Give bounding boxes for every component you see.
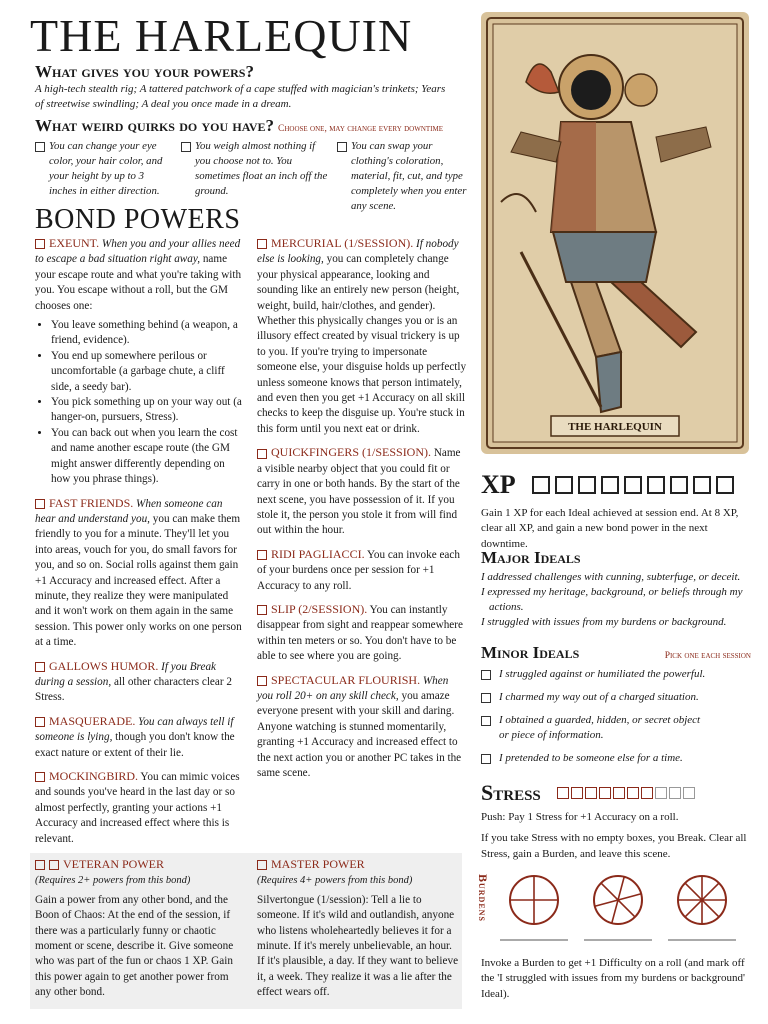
powers-text: A high-tech stealth rig; A tattered patchwork of a cape stuffed with magician's trinkets; Years of streetwise swindling; A deal you once made in a dream. [35, 83, 446, 110]
burden-wheel[interactable] [668, 876, 736, 940]
checkbox[interactable] [181, 142, 191, 152]
checkbox[interactable] [35, 717, 45, 727]
stress-box[interactable] [627, 787, 639, 799]
power-exeunt: EXEUNT. When you and your allies need to escape a bad situation right away, name your escape route and what you're taking with you. You escape without a roll, but the GM chooses one: • You leave something behind (a weapon, a friend, evidence). • You end up somewhere perilous or uncomfortable (a garbage chute, a cliff side, a seedy bar). • You pick something up on your way out (a hanger-on, pursuers, Stress). • You can back out when you learn the cost and name another escape route (the GM might answer differently depending on how you phrase things). [35, 236, 245, 488]
minor-ideal-option[interactable]: I struggled against or humiliated the powerful. [481, 667, 751, 682]
stress-section [481, 780, 751, 862]
power-masquerade: MASQUERADE. You can always tell if someone is lying, though you don't know the exact nature or extent of their lie. [35, 713, 235, 759]
power-ridi-pagliacci: RIDI PAGLIACCI. You can invoke each of your burdens once per session for +1 Accuracy to any roll. [257, 546, 460, 592]
stress-box[interactable] [599, 787, 611, 799]
burden-wheels [498, 868, 754, 944]
checkbox[interactable] [481, 716, 491, 726]
power-mercurial: MERCURIAL (1/SESSION). If nobody else is looking, you can completely change your physical appearance, looking and sounding like an entirely new person (height, weight, build, hair/clothes, and gender). Whether this physically changes you or is an illusory effect created by visual trickery is up to you. If you're trying to impersonate someone else, your disguise holds up perfectly unless someone knows that person intimately, and even then you get +1 Accuracy on all skill checks to keep the disguise up. You're stuck in this form until you next eat or drink. [257, 236, 467, 435]
checkbox[interactable] [257, 550, 267, 560]
checkbox[interactable] [257, 676, 267, 686]
stress-box[interactable] [585, 787, 597, 799]
minor-ideals-heading: Minor Ideals [481, 643, 580, 662]
card-label: THE HARLEQUIN [568, 421, 662, 433]
master-requirement: (Requires 4+ powers from this bond) [257, 875, 413, 887]
master-text: Silvertongue (1/session): Tell a lie to someone. If it's wild and outlandish, anyone who listens wholeheartedly believes it for a minute. If it's merely unbelievable, an hour. If it's plausible, a day. If they want to believe it, a week. They realize it was a lie after the effect wears off. [257, 893, 459, 999]
stress-box[interactable] [557, 787, 569, 799]
quirk-option[interactable]: You can swap your clothing's coloration, material, fit, cut, and type completely when you enter any scene. [337, 139, 473, 214]
stress-box[interactable] [683, 787, 695, 799]
power-slip: SLIP (2/SESSION). You can instantly disappear from sight and reappear somewhere within ten meters or so. You don't have to be able to see where you are going. [257, 601, 463, 663]
minor-ideal-option[interactable]: I charmed my way out of a charged situation. [481, 690, 751, 705]
checkbox[interactable] [257, 239, 267, 249]
page-title: THE HARLEQUIN [30, 10, 413, 61]
bond-column-left [35, 236, 245, 847]
veteran-requirement: (Requires 2+ powers from this bond) [35, 875, 191, 887]
master-power: MASTER POWER (Requires 4+ powers from this bond) Silvertongue (1/session): Tell a lie to someone. If it's wild and outlandish, anyone who listens wholeheartedly believes it for a minute. If it's merely unbelievable, an hour. If it's plausible, a day. If they want to believe it, a week. They realize it was a lie after the effect wears off. [257, 857, 462, 1001]
minor-ideals-section [481, 643, 751, 774]
major-ideals-heading: Major Ideals [481, 548, 581, 567]
minor-ideal-option[interactable]: I obtained a guarded, hidden, or secret object or piece of information. [481, 713, 711, 743]
checkbox[interactable] [35, 142, 45, 152]
xp-box[interactable] [670, 476, 688, 494]
stress-push: Push: Pay 1 Stress for +1 Accuracy on a roll. [481, 811, 679, 823]
checkbox[interactable] [481, 670, 491, 680]
checkbox[interactable] [257, 449, 267, 459]
xp-section [481, 470, 751, 552]
quirks-note: Choose one, may change every downtime [278, 124, 444, 134]
checkbox[interactable] [481, 693, 491, 703]
power-mockingbird: MOCKINGBIRD. You can mimic voices and sounds you've heard in the last day or so almost perfectly, granting your actions +1 Accuracy and increased effect where this is relevant. [35, 769, 240, 845]
checkbox[interactable] [35, 239, 45, 249]
checkbox[interactable] [481, 754, 491, 764]
xp-box[interactable] [555, 476, 573, 494]
powers-section [35, 62, 455, 112]
list-item: • You pick something up on your way out (a hanger-on, pursuers, Stress). [51, 395, 245, 426]
quirk-option[interactable]: You can change your eye color, your hair color, and your height by up to 3 inches in either direction. [35, 139, 173, 214]
list-item: • You end up somewhere perilous or uncomfortable (a garbage chute, a cliff side, a seedy bar). [51, 349, 245, 395]
burden-wheels-svg [498, 868, 754, 944]
major-ideal-item: I expressed my heritage, background, or beliefs through my actions. [481, 586, 743, 613]
stress-box[interactable] [613, 787, 625, 799]
list-item: • You can back out when you learn the cost and name another escape route (the GM might answer differently depending on how you phrase things). [51, 426, 245, 488]
xp-box[interactable] [624, 476, 642, 494]
burdens-text: Invoke a Burden to get +1 Difficulty on a roll (and mark off the 'I struggled with issues from my burdens or background' Ideal). [481, 957, 745, 1000]
checkbox[interactable] [337, 142, 347, 152]
xp-box[interactable] [601, 476, 619, 494]
stress-box[interactable] [655, 787, 667, 799]
power-spectacular-flourish: SPECTACULAR FLOURISH. When you roll 20+ on any skill check, you amaze everyone present with your skill and daring. Anyone watching is stunned momentarily, granting +1 Accuracy and increased effect to the next action you or another PC takes in the same scene. [257, 672, 462, 779]
power-fast-friends: FAST FRIENDS. When someone can hear and understand you, you can make them friendly to you for a minute. They'll let you into areas, vouch for you, do small favors for you, and so on. Social rolls against them gain +1 Accuracy and increased effect. After a minute, they realize they were manipulated and it won't work on them again in the same session. This power only works on one person at a time. [35, 495, 242, 649]
minor-ideals-note: Pick one each session [664, 651, 751, 661]
burden-wheel[interactable] [500, 876, 568, 940]
veteran-power: VETERAN POWER (Requires 2+ powers from this bond) Gain a power from any other bond, and the Boon of Chaos: At the end of the session, if there was a particularly funny or chaotic moment or scene, describe it. Give someone who was part of the fun or chaos 1 XP. Gain this power again to get another power from any other bond. [35, 857, 245, 1001]
power-quickfingers: QUICKFINGERS (1/SESSION). Name a visible nearby object that you could fit or carry in one or both hands. By the start of the next scene, you have possession of it. If you stole it, the person you stole it from will find out within the hour. [257, 445, 461, 537]
xp-box[interactable] [647, 476, 665, 494]
stress-text: If you take Stress with no empty boxes, you Break. Clear all Stress, gain a Burden, and leave this scene. [481, 832, 747, 860]
xp-track [532, 476, 739, 494]
list-item: • You leave something behind (a weapon, a friend, evidence). [51, 318, 245, 349]
major-ideal-item: I struggled with issues from my burdens or background. [481, 616, 727, 628]
quirks-heading: What weird quirks do you have? [35, 116, 275, 135]
quirks-section [35, 116, 475, 214]
checkbox[interactable] [49, 860, 59, 870]
harlequin-figure-art [481, 12, 749, 454]
quirk-option[interactable]: You weigh almost nothing if you choose not to. You sometimes float an inch off the ground. [181, 139, 329, 214]
power-gallows-humor: GALLOWS HUMOR. If you Break during a session, all other characters clear 2 Stress. [35, 658, 232, 704]
major-ideals-section [481, 548, 751, 630]
harlequin-card-illustration [481, 12, 749, 454]
checkbox[interactable] [35, 860, 45, 870]
exeunt-options [35, 318, 245, 487]
checkbox[interactable] [257, 605, 267, 615]
checkbox[interactable] [35, 662, 45, 672]
xp-heading: XP [481, 470, 516, 499]
bond-column-right [257, 236, 467, 781]
stress-box[interactable] [669, 787, 681, 799]
burdens-label: Burdens [476, 874, 490, 922]
xp-box[interactable] [716, 476, 734, 494]
veteran-text: Gain a power from any other bond, and the Boon of Chaos: At the end of the session, if there was a particularly funny or chaotic moment or scene, describe it. Give someone who was part of the fun or chaos 1 XP. Gain this power again to get another power from any other bond. [35, 893, 234, 999]
xp-box[interactable] [693, 476, 711, 494]
checkbox[interactable] [35, 499, 45, 509]
burden-wheel[interactable] [584, 876, 652, 940]
bond-heading: BOND POWERS [35, 204, 241, 235]
powers-heading: What gives you your powers? [35, 62, 254, 81]
checkbox[interactable] [35, 772, 45, 782]
checkbox[interactable] [257, 860, 267, 870]
major-ideal-item: I addressed challenges with cunning, subterfuge, or deceit. [481, 571, 741, 583]
xp-box[interactable] [578, 476, 596, 494]
stress-heading: Stress [481, 780, 541, 805]
burdens-label-wrap [474, 872, 494, 932]
xp-box[interactable] [532, 476, 550, 494]
minor-ideal-option[interactable]: I pretended to be someone else for a time. [481, 751, 751, 766]
stress-box[interactable] [641, 787, 653, 799]
stress-track [557, 784, 697, 802]
xp-text: Gain 1 XP for each Ideal achieved at session end. At 8 XP, clear all XP, and gain a new bond power in the next downtime. [481, 507, 739, 550]
stress-box[interactable] [571, 787, 583, 799]
